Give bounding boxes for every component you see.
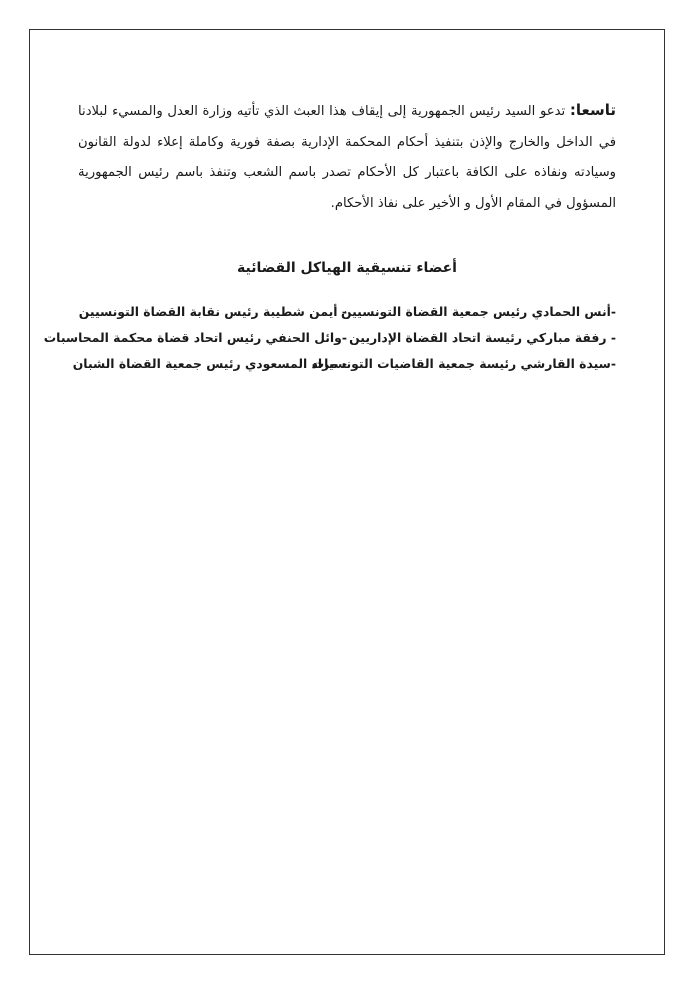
- member-entry: -وائل الحنفي رئيس اتحاد قضاة محكمة المحاسبات: [43, 329, 347, 345]
- statement-paragraph: [78, 95, 616, 219]
- members-list: [43, 298, 616, 376]
- member-entry: - رفقة مباركي رئيسة اتحاد القضاة الإداريين: [349, 329, 616, 345]
- paragraph-body: تدعو السيد رئيس الجمهورية إلى إيقاف هذا العبث الذي تأتيه وزارة العدل والمسيء لبلادنا في الداخل والخارج والإذن بتنفيذ أحكام المحكمة الإدارية بصفة فورية وكاملة إعلاء لدولة القانون وسيادته ونفاذه على الكافة باعتبار كل الأحكام تصدر باسم الشعب وتنفذ باسم رئيس الجمهورية المسؤول في المقام الأول و الأخير على نفاذ الأحكام.: [78, 104, 616, 211]
- paragraph-lead: تاسعا:: [569, 101, 616, 120]
- member-entry: -سيدة القارشي رئيسة جمعية القاضيات التونسيات: [311, 355, 616, 371]
- members-row: [43, 324, 616, 350]
- page-border: [29, 29, 665, 955]
- member-entry: - أيمن شطيبة رئيس نقابة القضاة التونسيين: [78, 303, 347, 319]
- section-title: أعضاء تنسيقية الهياكل القضائية: [237, 260, 457, 276]
- members-row: [78, 298, 616, 324]
- member-entry: -أنس الحمادي رئيس جمعية القضاة التونسيين: [340, 303, 616, 319]
- member-entry: - مراد المسعودي رئيس جمعية القضاة الشبان: [72, 355, 347, 371]
- members-row: [72, 350, 616, 376]
